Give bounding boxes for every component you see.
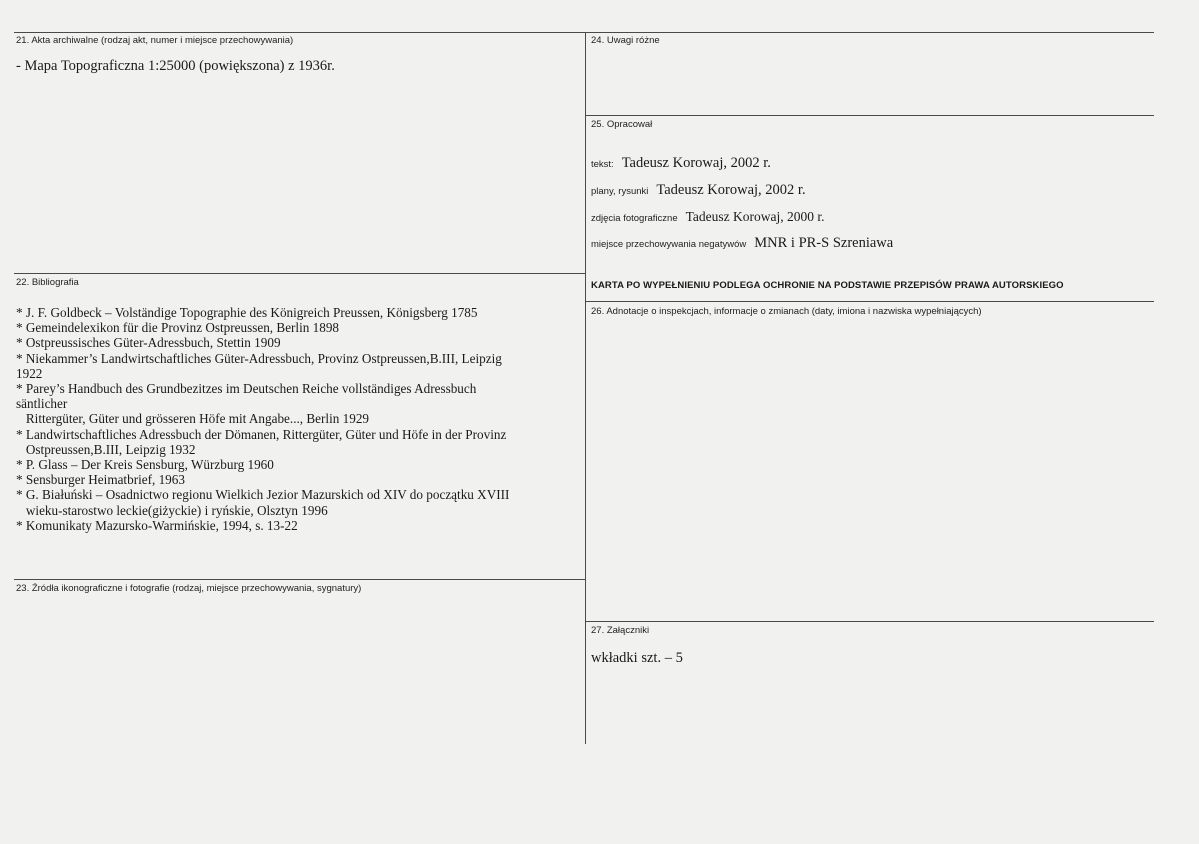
section-22-label: 22. Bibliografia (16, 277, 79, 288)
tekst-value: Tadeusz Korowaj, 2002 r. (621, 155, 771, 171)
divider-22-23 (14, 579, 585, 580)
divider-notice (585, 301, 1154, 302)
section-21-label: 21. Akta archiwalne (rodzaj akt, numer i miejsce przechowywania) (16, 35, 294, 46)
divider-21-22 (14, 273, 585, 274)
zdjecia-row (591, 209, 825, 225)
negatywy-value: MNR i PR-S Szreniawa (754, 235, 894, 251)
plany-value: Tadeusz Korowaj, 2002 r. (656, 182, 806, 198)
plany-row (591, 182, 806, 199)
list-item: Rittergüter, Güter und grösseren Höfe mit Angabe..., Berlin 1929 (16, 411, 370, 427)
list-item: * Sensburger Heimatbrief, 1963 (16, 472, 185, 488)
tekst-label: tekst: (591, 159, 614, 170)
section-23-label: 23. Źródła ikonograficzne i fotografie (rodzaj, miejsce przechowywania, sygnatury) (16, 583, 362, 594)
list-item: * P. Glass – Der Kreis Sensburg, Würzburg 1960 (16, 457, 274, 473)
list-item: * Parey’s Handbuch des Grundbezitzes im Deutschen Reiche vollständiges Adressbuch (16, 381, 477, 397)
tekst-row (591, 155, 771, 172)
plany-label: plany, rysunki (591, 186, 649, 197)
section-24-label: 24. Uwagi różne (591, 35, 660, 46)
list-item: * Ostpreussisches Güter-Adressbuch, Stettin 1909 (16, 335, 281, 351)
list-item: * J. F. Goldbeck – Volständige Topographie des Königreich Preussen, Königsberg 1785 (16, 305, 478, 320)
divider-26-27 (585, 621, 1154, 622)
section-25-label: 25. Opracował (591, 119, 653, 130)
copyright-notice: KARTA PO WYPEŁNIENIU PODLEGA OCHRONIE NA PODSTAWIE PRZEPISÓW PRAWA AUTORSKIEGO (591, 280, 1064, 291)
top-border (14, 32, 1154, 33)
center-divider (585, 32, 586, 744)
section-27-value: wkładki szt. – 5 (591, 650, 683, 666)
section-26-label: 26. Adnotacje o inspekcjach, informacje o zmianach (daty, imiona i nazwiska wypełniających) (591, 306, 982, 317)
zdjecia-label: zdjęcia fotograficzne (591, 213, 678, 224)
list-item: 1922 (16, 365, 43, 381)
list-item: * G. Białuński – Osadnictwo regionu Wielkich Jezior Mazurskich od XIV do początku XVIII (16, 487, 510, 503)
list-item: säntlicher (16, 396, 68, 412)
zdjecia-value: Tadeusz Korowaj, 2000 r. (685, 209, 825, 224)
divider-24-25 (585, 115, 1154, 116)
list-item: * Landwirtschaftliches Adressbuch der Dömanen, Rittergüter, Güter und Höfe in der Provinz (16, 426, 507, 442)
section-21-value: - Mapa Topograficzna 1:25000 (powiększona) z 1936r. (16, 58, 335, 74)
list-item: Ostpreussen,B.III, Leipzig 1932 (16, 441, 196, 457)
list-item: * Niekammer’s Landwirtschaftliches Güter-Adressbuch, Provinz Ostpreussen,B.III, Leipzig (16, 350, 502, 366)
list-item: * Gemeindelexikon für die Provinz Ostpreussen, Berlin 1898 (16, 320, 340, 336)
list-item: * Komunikaty Mazursko-Warmińskie, 1994, s. 13-22 (16, 517, 298, 533)
bibliography-list (16, 305, 582, 533)
list-item: wieku-starostwo leckie(giżyckie) i ryńskie, Olsztyn 1996 (16, 502, 328, 518)
negatywy-label: miejsce przechowywania negatywów (591, 239, 747, 250)
negatywy-row (591, 235, 893, 252)
section-27-label: 27. Załączniki (591, 625, 650, 636)
